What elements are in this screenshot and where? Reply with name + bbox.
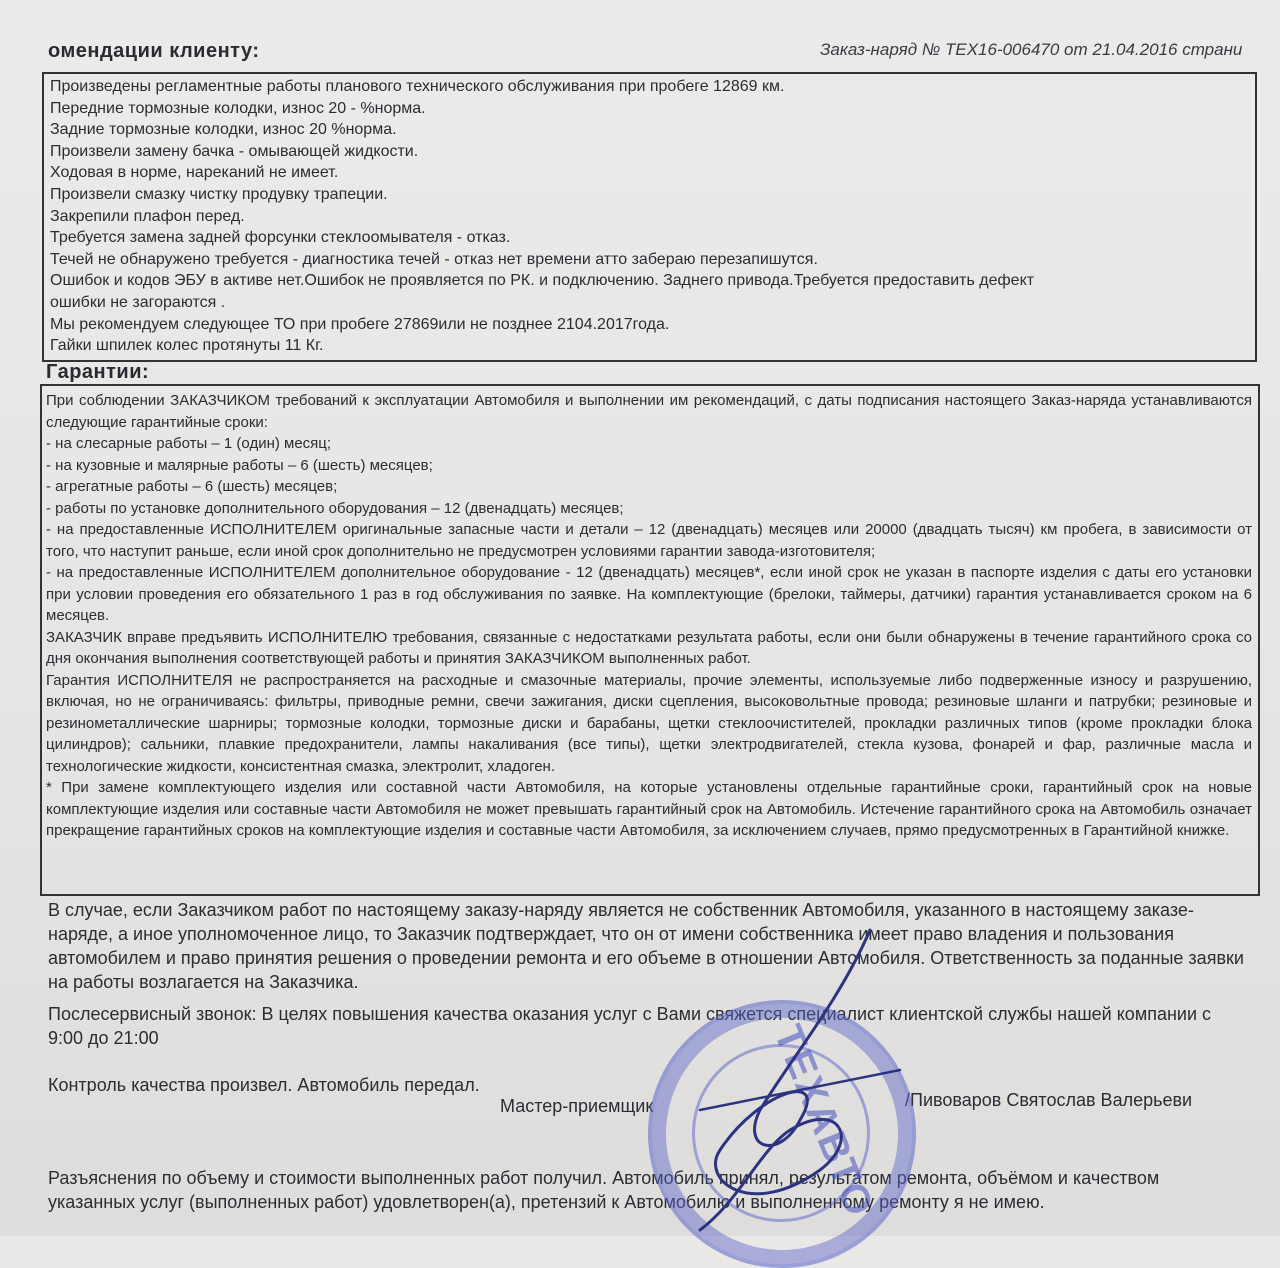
handwritten-signature (640, 920, 940, 1240)
recommendations-list (50, 76, 1250, 357)
stamp-text: ТЕХАВТО (765, 1019, 883, 1224)
quality-line: Контроль качества произвел. Автомобиль передал. (48, 1075, 480, 1095)
master-name: /Пивоваров Святослав Валерьеви (905, 1090, 1193, 1110)
warranty-paragraph: ЗАКАЗЧИК вправе предъявить ИСПОЛНИТЕЛЮ требования, связанные с недостатками результата работы, если они были обнаружены в течение гарантийного срока со дня окончания выполнения соответствующей работы и принятия ЗАКАЗЧИКОМ выполненных работ. (46, 628, 1252, 667)
warranty-paragraph: - на слесарные работы – 1 (один) месяц; (46, 435, 332, 452)
warranty-paragraph: - на кузовные и малярные работы – 6 (шесть) месяцев; (46, 456, 433, 474)
recommendation-line: Гайки шпилек колес протянуты 11 Кг. (50, 337, 324, 355)
recommendation-line: Течей не обнаружено требуется - диагностика течей - отказ нет времени атто забераю перезапишутся. (50, 250, 818, 268)
warranty-paragraph: При соблюдении ЗАКАЗЧИКОМ требований к эксплуатации Автомобиля и выполнении им рекомендаций, с даты подписания настоящего Заказ-наряда устанавливаются следующие гарантийные сроки: (46, 392, 1252, 431)
recommendations-title: омендации клиенту: (48, 40, 260, 62)
acceptance-clause-text: Разъяснения по объему и стоимости выполненных работ получил. Автомобиль принял, результатом ремонта, объёмом и качеством указанных услуг (выполненных работ) удовлетворен(а), претензий к Автомобилю и выполненному ремонту я не имею. (48, 1168, 1160, 1212)
recommendation-line: ошибки не загораются . (50, 293, 226, 311)
recommendation-line: Ошибок и кодов ЭБУ в активе нет.Ошибок не проявляется по РК. и подключению. Заднего привода.Требуется предоставить дефект (50, 272, 1035, 290)
warranty-text (46, 390, 1252, 842)
warranty-paragraph: - на предоставленные ИСПОЛНИТЕЛЕМ оригинальные запасные части и детали – 12 (двенадцать) месяцев или 20000 (двадцать тысяч) км пробега, в зависимости от того, что наступит раньше, если иной срок дополнительно не предусмотрен условиями гарантии завода-изготовителя; (46, 521, 1252, 560)
recommendation-line: Задние тормозные колодки, износ 20 %норма. (50, 121, 397, 139)
recommendation-line: Мы рекомендуем следующее ТО при пробеге 27869или не позднее 2104.2017года. (50, 315, 670, 333)
owner-clause-text: В случае, если Заказчиком работ по настоящему заказу-наряду является не собственник Автомобиля, указанного в настоящему заказе-наряде, а иное уполномоченное лицо, то Заказчик подтверждает, что он от имени собственника имеет право владения и пользования автомобилем и право принятия решения о проведении ремонта и его объеме в отношении Автомобиля. Ответственность за поданные заявки на работы возлагается на Заказчика. (48, 900, 1244, 992)
recommendation-line: Ходовая в норме, нареканий не имеет. (50, 164, 339, 182)
warranty-paragraph: - работы по установке дополнительного оборудования – 12 (двенадцать) месяцев; (46, 499, 624, 517)
recommendation-line: Требуется замена задней форсунки стеклоомывателя - отказ. (50, 229, 511, 247)
recommendation-line: Произвели смазку чистку продувку трапеции. (50, 185, 388, 203)
recommendation-line: Произвели замену бачка - омывающей жидкости. (50, 142, 419, 160)
master-label: Мастер-приемщик (500, 1096, 654, 1116)
warranty-title: Гарантии: (46, 361, 150, 383)
recommendation-line: Передние тормозные колодки, износ 20 - %норма. (50, 99, 426, 117)
warranty-paragraph: * При замене комплектующего изделия или составной части Автомобиля, на которые установлены отдельные гарантийные сроки, гарантийный срок на новые комплектующие изделия или составные части Автомобиля не может превышать гарантийный срок на Автомобиль. Истечение гарантийного срока на Автомобиль означает прекращение гарантийных сроков на комплектующие изделия и составные части Автомобиля, за исключением случаев, прямо предусмотренных в Гарантийной книжке. (46, 779, 1252, 839)
order-reference: Заказ-наряд № ТЕХ16-006470 от 21.04.2016 страни (820, 40, 1243, 59)
warranty-paragraph: - агрегатные работы – 6 (шесть) месяцев; (46, 478, 338, 495)
call-clause-text: Послесервисный звонок: В целях повышения качества оказания услуг с Вами свяжется специалист клиентской службы нашей компании с 9:00 до 21:00 (48, 1004, 1212, 1048)
warranty-paragraph: Гарантия ИСПОЛНИТЕЛЯ не распространяется на расходные и смазочные материалы, прочие элементы, используемые либо подверженные износу и разрушению, включая, но не ограничиваясь: фильтры, приводные ремни, свечи зажигания, диски сцепления, высоковольтные провода; резиновые шланги и патрубки; резиновые и резинометаллические шарниры; тормозные колодки, тормозные диски и барабаны, щетки стеклоочистителей, прокладки различных типов (кроме прокладки блока цилиндров); сальники, плавкие предохранители, лампы накаливания (все типы), щетки электродвигателей, стекла кузова, фонарей и фар, различные масла и технологические жидкости, консистентная смазка, электролит, хладоген. (46, 671, 1252, 775)
warranty-paragraph: - на предоставленные ИСПОЛНИТЕЛЕМ дополнительное оборудование - 12 (двенадцать) месяцев*, если иной срок не указан в паспорте изделия с даты его установки при условии проведения его обязательного 1 раз в год обслуживания по заявке. На комплектующие (брелоки, таймеры, датчики) гарантия устанавливается сроком на 6 месяцев. (46, 564, 1252, 624)
recommendation-line: Произведены регламентные работы планового технического обслуживания при пробеге 12869 км. (50, 78, 785, 95)
recommendation-line: Закрепили плафон перед. (50, 207, 245, 225)
